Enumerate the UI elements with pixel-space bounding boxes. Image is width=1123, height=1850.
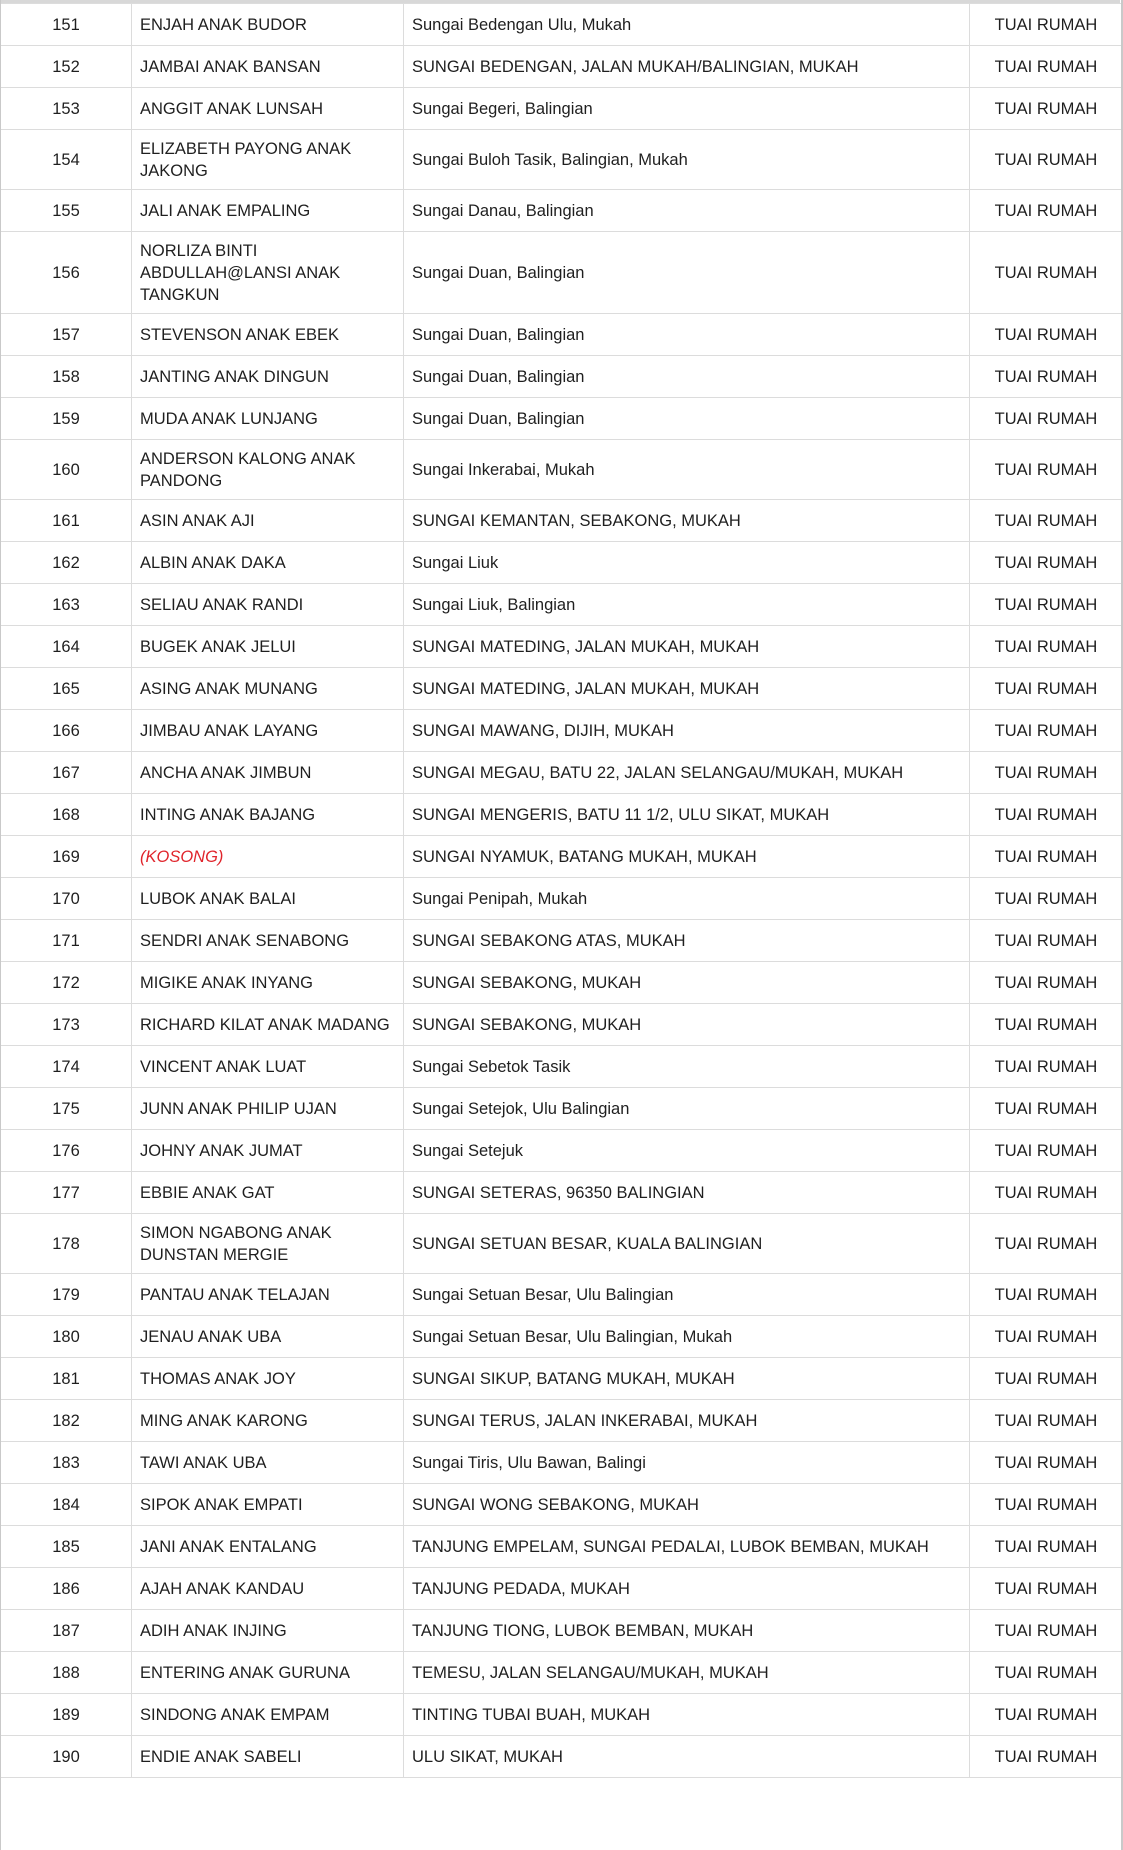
row-number: 163 <box>1 584 132 626</box>
table-row <box>1 190 1123 232</box>
headman-name: ENTERING ANAK GURUNA <box>132 1652 404 1694</box>
position-title: TUAI RUMAH <box>970 88 1123 130</box>
position-title: TUAI RUMAH <box>970 440 1123 500</box>
headman-name: ANGGIT ANAK LUNSAH <box>132 88 404 130</box>
position-title: TUAI RUMAH <box>970 1652 1123 1694</box>
headman-name: JUNN ANAK PHILIP UJAN <box>132 1088 404 1130</box>
row-number: 175 <box>1 1088 132 1130</box>
row-number: 153 <box>1 88 132 130</box>
table-row <box>1 1400 1123 1442</box>
longhouse-address: Sungai Duan, Balingian <box>404 314 970 356</box>
longhouse-address: TANJUNG PEDADA, MUKAH <box>404 1568 970 1610</box>
table-row <box>1 130 1123 190</box>
row-number: 180 <box>1 1316 132 1358</box>
position-title: TUAI RUMAH <box>970 314 1123 356</box>
headman-name: ASIN ANAK AJI <box>132 500 404 542</box>
table-row <box>1 584 1123 626</box>
longhouse-address: Sungai Tiris, Ulu Bawan, Balingi <box>404 1442 970 1484</box>
table-row <box>1 752 1123 794</box>
longhouse-address: Sungai Setejok, Ulu Balingian <box>404 1088 970 1130</box>
longhouse-address: Sungai Penipah, Mukah <box>404 878 970 920</box>
position-title: TUAI RUMAH <box>970 668 1123 710</box>
longhouse-address: SUNGAI MEGAU, BATU 22, JALAN SELANGAU/MUKAH, MUKAH <box>404 752 970 794</box>
longhouse-address: ULU SIKAT, MUKAH <box>404 1736 970 1778</box>
headman-name: ASING ANAK MUNANG <box>132 668 404 710</box>
row-number: 171 <box>1 920 132 962</box>
table-row <box>1 1442 1123 1484</box>
row-number: 170 <box>1 878 132 920</box>
longhouse-address: SUNGAI WONG SEBAKONG, MUKAH <box>404 1484 970 1526</box>
longhouse-address: SUNGAI TERUS, JALAN INKERABAI, MUKAH <box>404 1400 970 1442</box>
longhouse-address: Sungai Duan, Balingian <box>404 356 970 398</box>
position-title: TUAI RUMAH <box>970 1526 1123 1568</box>
longhouse-address: SUNGAI SETUAN BESAR, KUALA BALINGIAN <box>404 1214 970 1274</box>
row-number: 178 <box>1 1214 132 1274</box>
table-row <box>1 836 1123 878</box>
longhouse-address: SUNGAI MAWANG, DIJIH, MUKAH <box>404 710 970 752</box>
headman-name: JALI ANAK EMPALING <box>132 190 404 232</box>
row-number: 155 <box>1 190 132 232</box>
position-title: TUAI RUMAH <box>970 752 1123 794</box>
row-number: 167 <box>1 752 132 794</box>
table-row <box>1 1316 1123 1358</box>
longhouse-address: Sungai Duan, Balingian <box>404 398 970 440</box>
headman-name: ELIZABETH PAYONG ANAK JAKONG <box>132 130 404 190</box>
row-number: 173 <box>1 1004 132 1046</box>
row-number: 168 <box>1 794 132 836</box>
longhouse-address: Sungai Begeri, Balingian <box>404 88 970 130</box>
table-row <box>1 1358 1123 1400</box>
headman-name: BUGEK ANAK JELUI <box>132 626 404 668</box>
position-title: TUAI RUMAH <box>970 1358 1123 1400</box>
table-row <box>1 920 1123 962</box>
longhouse-address: Sungai Bedengan Ulu, Mukah <box>404 4 970 46</box>
longhouse-address: TEMESU, JALAN SELANGAU/MUKAH, MUKAH <box>404 1652 970 1694</box>
position-title: TUAI RUMAH <box>970 962 1123 1004</box>
headman-name: SENDRI ANAK SENABONG <box>132 920 404 962</box>
table-row <box>1 1652 1123 1694</box>
table-row <box>1 232 1123 314</box>
position-title: TUAI RUMAH <box>970 232 1123 314</box>
table-row <box>1 500 1123 542</box>
longhouse-address: SUNGAI SEBAKONG ATAS, MUKAH <box>404 920 970 962</box>
position-title: TUAI RUMAH <box>970 1568 1123 1610</box>
longhouse-address: SUNGAI SIKUP, BATANG MUKAH, MUKAH <box>404 1358 970 1400</box>
position-title: TUAI RUMAH <box>970 1088 1123 1130</box>
headman-name: STEVENSON ANAK EBEK <box>132 314 404 356</box>
table-row <box>1 1274 1123 1316</box>
row-number: 160 <box>1 440 132 500</box>
longhouse-address: SUNGAI SEBAKONG, MUKAH <box>404 1004 970 1046</box>
longhouse-address: SUNGAI MATEDING, JALAN MUKAH, MUKAH <box>404 626 970 668</box>
position-title: TUAI RUMAH <box>970 878 1123 920</box>
row-number: 187 <box>1 1610 132 1652</box>
longhouse-address: TINTING TUBAI BUAH, MUKAH <box>404 1694 970 1736</box>
longhouse-address: SUNGAI MENGERIS, BATU 11 1/2, ULU SIKAT, MUKAH <box>404 794 970 836</box>
longhouse-address: SUNGAI SEBAKONG, MUKAH <box>404 962 970 1004</box>
headman-name: JAMBAI ANAK BANSAN <box>132 46 404 88</box>
headman-name: ANDERSON KALONG ANAK PANDONG <box>132 440 404 500</box>
position-title: TUAI RUMAH <box>970 836 1123 878</box>
table-row <box>1 1004 1123 1046</box>
position-title: TUAI RUMAH <box>970 794 1123 836</box>
headman-name: SIMON NGABONG ANAK DUNSTAN MERGIE <box>132 1214 404 1274</box>
row-number: 185 <box>1 1526 132 1568</box>
position-title: TUAI RUMAH <box>970 398 1123 440</box>
longhouse-address: Sungai Liuk <box>404 542 970 584</box>
longhouse-address: SUNGAI BEDENGAN, JALAN MUKAH/BALINGIAN, MUKAH <box>404 46 970 88</box>
headman-name: SINDONG ANAK EMPAM <box>132 1694 404 1736</box>
table-row <box>1 398 1123 440</box>
headman-name: SELIAU ANAK RANDI <box>132 584 404 626</box>
table-row <box>1 4 1123 46</box>
headman-name: MIGIKE ANAK INYANG <box>132 962 404 1004</box>
position-title: TUAI RUMAH <box>970 1694 1123 1736</box>
table-row <box>1 626 1123 668</box>
headman-name: ANCHA ANAK JIMBUN <box>132 752 404 794</box>
row-number: 166 <box>1 710 132 752</box>
longhouse-address: Sungai Setuan Besar, Ulu Balingian, Mukah <box>404 1316 970 1358</box>
position-title: TUAI RUMAH <box>970 584 1123 626</box>
table-row <box>1 1088 1123 1130</box>
row-number: 172 <box>1 962 132 1004</box>
longhouse-address: Sungai Setejuk <box>404 1130 970 1172</box>
position-title: TUAI RUMAH <box>970 1046 1123 1088</box>
table-row <box>1 962 1123 1004</box>
longhouse-address: Sungai Inkerabai, Mukah <box>404 440 970 500</box>
longhouse-address: SUNGAI MATEDING, JALAN MUKAH, MUKAH <box>404 668 970 710</box>
position-title: TUAI RUMAH <box>970 1400 1123 1442</box>
position-title: TUAI RUMAH <box>970 1484 1123 1526</box>
headman-name: ENJAH ANAK BUDOR <box>132 4 404 46</box>
row-number: 182 <box>1 1400 132 1442</box>
headman-name: MING ANAK KARONG <box>132 1400 404 1442</box>
row-number: 186 <box>1 1568 132 1610</box>
row-number: 179 <box>1 1274 132 1316</box>
row-number: 162 <box>1 542 132 584</box>
position-title: TUAI RUMAH <box>970 1442 1123 1484</box>
position-title: TUAI RUMAH <box>970 1316 1123 1358</box>
headman-name: LUBOK ANAK BALAI <box>132 878 404 920</box>
table-row <box>1 710 1123 752</box>
position-title: TUAI RUMAH <box>970 356 1123 398</box>
table-row <box>1 668 1123 710</box>
headman-name: ADIH ANAK INJING <box>132 1610 404 1652</box>
headman-name: MUDA ANAK LUNJANG <box>132 398 404 440</box>
position-title: TUAI RUMAH <box>970 500 1123 542</box>
table-body <box>1 4 1123 1778</box>
left-frame-border <box>0 0 1 1850</box>
headman-name: JIMBAU ANAK LAYANG <box>132 710 404 752</box>
table-row <box>1 1610 1123 1652</box>
row-number: 181 <box>1 1358 132 1400</box>
position-title: TUAI RUMAH <box>970 46 1123 88</box>
table-row <box>1 356 1123 398</box>
position-title: TUAI RUMAH <box>970 1130 1123 1172</box>
position-title: TUAI RUMAH <box>970 1274 1123 1316</box>
headman-name: ALBIN ANAK DAKA <box>132 542 404 584</box>
table-row <box>1 1568 1123 1610</box>
row-number: 152 <box>1 46 132 88</box>
row-number: 177 <box>1 1172 132 1214</box>
row-number: 189 <box>1 1694 132 1736</box>
position-title: TUAI RUMAH <box>970 542 1123 584</box>
headman-name: (KOSONG) <box>132 836 404 878</box>
table-row <box>1 88 1123 130</box>
row-number: 158 <box>1 356 132 398</box>
row-number: 174 <box>1 1046 132 1088</box>
row-number: 164 <box>1 626 132 668</box>
position-title: TUAI RUMAH <box>970 1736 1123 1778</box>
table-row <box>1 1214 1123 1274</box>
headman-name: EBBIE ANAK GAT <box>132 1172 404 1214</box>
row-number: 169 <box>1 836 132 878</box>
longhouse-address: Sungai Duan, Balingian <box>404 232 970 314</box>
longhouse-address: Sungai Setuan Besar, Ulu Balingian <box>404 1274 970 1316</box>
position-title: TUAI RUMAH <box>970 1172 1123 1214</box>
position-title: TUAI RUMAH <box>970 4 1123 46</box>
row-number: 176 <box>1 1130 132 1172</box>
table-row <box>1 1526 1123 1568</box>
table-row <box>1 1046 1123 1088</box>
headman-name: JENAU ANAK UBA <box>132 1316 404 1358</box>
table-row <box>1 314 1123 356</box>
longhouse-address: SUNGAI SETERAS, 96350 BALINGIAN <box>404 1172 970 1214</box>
table-row <box>1 878 1123 920</box>
longhouse-address: Sungai Danau, Balingian <box>404 190 970 232</box>
row-number: 190 <box>1 1736 132 1778</box>
row-number: 154 <box>1 130 132 190</box>
headman-name: PANTAU ANAK TELAJAN <box>132 1274 404 1316</box>
headman-name: SIPOK ANAK EMPATI <box>132 1484 404 1526</box>
table-row <box>1 46 1123 88</box>
row-number: 184 <box>1 1484 132 1526</box>
position-title: TUAI RUMAH <box>970 626 1123 668</box>
longhouse-address: Sungai Sebetok Tasik <box>404 1046 970 1088</box>
headman-name: RICHARD KILAT ANAK MADANG <box>132 1004 404 1046</box>
headman-name: JANI ANAK ENTALANG <box>132 1526 404 1568</box>
table-row <box>1 440 1123 500</box>
longhouse-address: Sungai Liuk, Balingian <box>404 584 970 626</box>
table-row <box>1 1484 1123 1526</box>
row-number: 165 <box>1 668 132 710</box>
table-row <box>1 794 1123 836</box>
row-number: 156 <box>1 232 132 314</box>
longhouse-address: SUNGAI KEMANTAN, SEBAKONG, MUKAH <box>404 500 970 542</box>
headman-name: INTING ANAK BAJANG <box>132 794 404 836</box>
position-title: TUAI RUMAH <box>970 1004 1123 1046</box>
headman-name: ENDIE ANAK SABELI <box>132 1736 404 1778</box>
table-row <box>1 1172 1123 1214</box>
position-title: TUAI RUMAH <box>970 190 1123 232</box>
headman-name: TAWI ANAK UBA <box>132 1442 404 1484</box>
row-number: 159 <box>1 398 132 440</box>
headman-name: JANTING ANAK DINGUN <box>132 356 404 398</box>
headman-name: VINCENT ANAK LUAT <box>132 1046 404 1088</box>
headman-name: NORLIZA BINTI ABDULLAH@LANSI ANAK TANGKUN <box>132 232 404 314</box>
longhouse-address: TANJUNG EMPELAM, SUNGAI PEDALAI, LUBOK BEMBAN, MUKAH <box>404 1526 970 1568</box>
longhouse-address: TANJUNG TIONG, LUBOK BEMBAN, MUKAH <box>404 1610 970 1652</box>
position-title: TUAI RUMAH <box>970 1610 1123 1652</box>
longhouse-address: Sungai Buloh Tasik, Balingian, Mukah <box>404 130 970 190</box>
position-title: TUAI RUMAH <box>970 710 1123 752</box>
table-row <box>1 1130 1123 1172</box>
row-number: 183 <box>1 1442 132 1484</box>
position-title: TUAI RUMAH <box>970 130 1123 190</box>
position-title: TUAI RUMAH <box>970 920 1123 962</box>
row-number: 151 <box>1 4 132 46</box>
headmen-table <box>0 3 1123 1778</box>
row-number: 188 <box>1 1652 132 1694</box>
headman-name: AJAH ANAK KANDAU <box>132 1568 404 1610</box>
position-title: TUAI RUMAH <box>970 1214 1123 1274</box>
headman-name: THOMAS ANAK JOY <box>132 1358 404 1400</box>
table-row <box>1 1736 1123 1778</box>
row-number: 161 <box>1 500 132 542</box>
table-row <box>1 542 1123 584</box>
headman-name: JOHNY ANAK JUMAT <box>132 1130 404 1172</box>
row-number: 157 <box>1 314 132 356</box>
longhouse-address: SUNGAI NYAMUK, BATANG MUKAH, MUKAH <box>404 836 970 878</box>
table-row <box>1 1694 1123 1736</box>
